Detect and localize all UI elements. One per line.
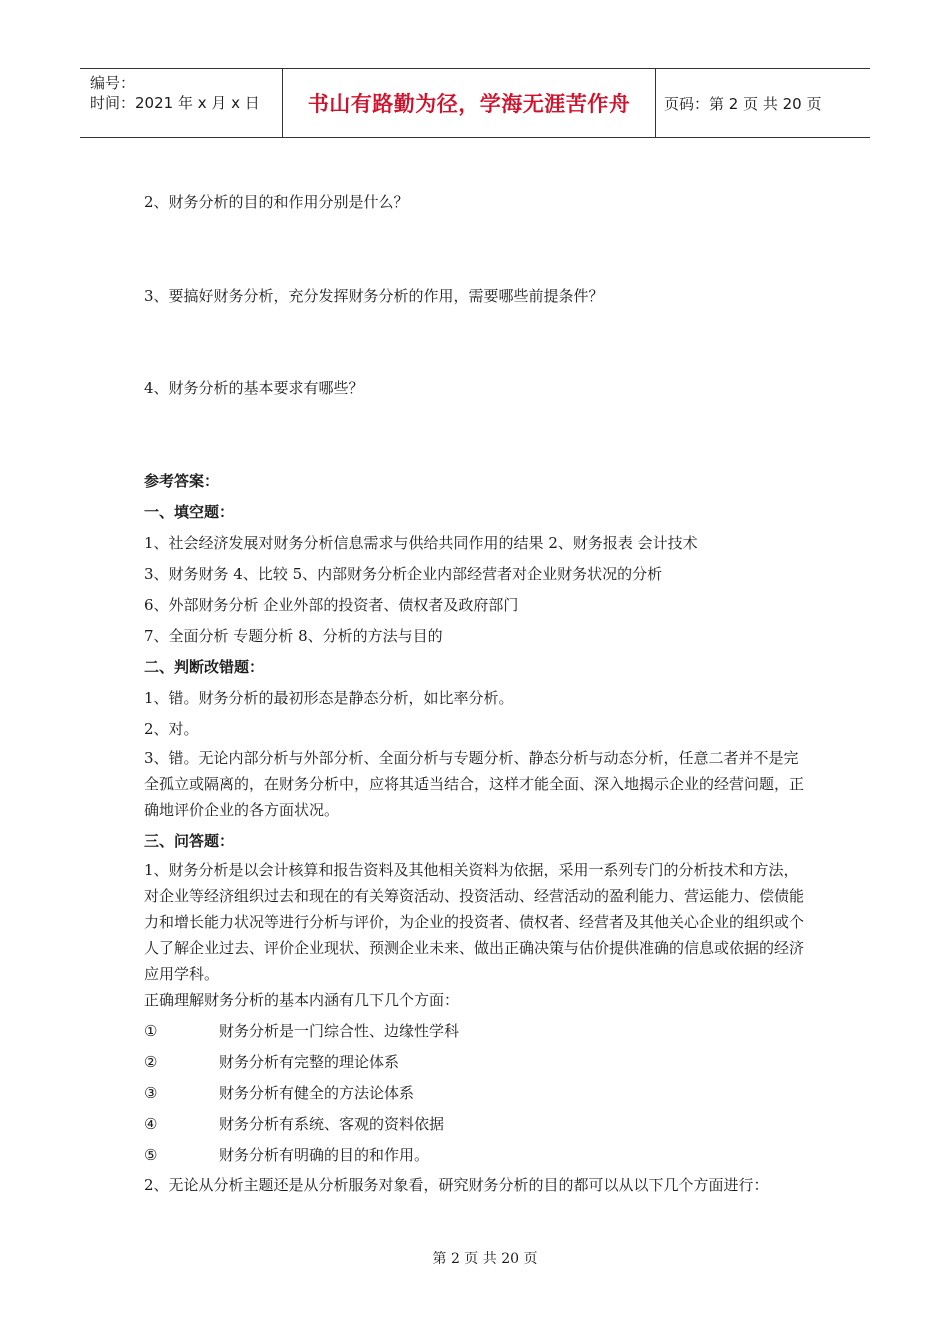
point-text-2: 财务分析有完整的理论体系 <box>219 1053 400 1071</box>
judge-answer-3: 3、错。无论内部分析与外部分析、全面分析与专题分析、静态分析与动态分析，任意二者并不是完全孤立或隔离的，在财务分析中，应将其适当结合，这样才能全面、深入地揭示企业的经营问题，正确地评价企业的各方面状况。 <box>144 749 805 819</box>
header-time-label: 时间：2021 年 x 月 x 日 <box>90 94 260 112</box>
point-mark-4: ④ <box>144 1115 158 1133</box>
answers-title: 参考答案： <box>144 472 220 490</box>
point-mark-2: ② <box>144 1053 158 1071</box>
judge-answer-2: 2、对。 <box>144 720 199 738</box>
fill-answer-1: 1、社会经济发展对财务分析信息需求与供给共同作用的结果 2、财务报表 会计技术 <box>144 534 698 552</box>
qa-answer-2: 2、无论从分析主题还是从分析服务对象看，研究财务分析的目的都可以从以下几个方面进行： <box>144 1176 769 1194</box>
point-text-1: 财务分析是一门综合性、边缘性学科 <box>219 1022 460 1040</box>
header-motto: 书山有路勤为径，学海无涯苦作舟 <box>282 69 656 137</box>
section-fill-title: 一、填空题： <box>144 503 235 521</box>
header-page-code: 页码：第 2 页 共 20 页 <box>664 94 822 113</box>
point-mark-1: ① <box>144 1022 158 1040</box>
page-footer: 第 2 页 共 20 页 <box>432 1251 538 1267</box>
fill-answer-4: 7、全面分析 专题分析 8、分析的方法与目的 <box>144 627 443 645</box>
point-text-4: 财务分析有系统、客观的资料依据 <box>219 1115 445 1133</box>
section-judge-title: 二、判断改错题： <box>144 658 265 676</box>
header-left-cell <box>80 69 282 137</box>
point-text-5: 财务分析有明确的目的和作用。 <box>219 1146 430 1164</box>
page-header <box>80 68 870 138</box>
section-qa-title: 三、问答题： <box>144 832 235 850</box>
judge-answer-1: 1、错。财务分析的最初形态是静态分析，如比率分析。 <box>144 689 514 707</box>
point-mark-3: ③ <box>144 1084 158 1102</box>
qa-answer-1-intro: 正确理解财务分析的基本内涵有几下几个方面： <box>144 991 460 1009</box>
point-text-3: 财务分析有健全的方法论体系 <box>219 1084 415 1102</box>
question-3: 3、要搞好财务分析，充分发挥财务分析的作用，需要哪些前提条件？ <box>144 287 604 305</box>
header-number-label: 编号： <box>90 74 136 92</box>
question-4: 4、财务分析的基本要求有哪些？ <box>144 379 364 397</box>
fill-answer-2: 3、财务财务 4、比较 5、内部财务分析企业内部经营者对企业财务状况的分析 <box>144 565 663 583</box>
qa-answer-1: 1、财务分析是以会计核算和报告资料及其他相关资料为依据，采用一系列专门的分析技术和方法，对企业等经济组织过去和现在的有关筹资活动、投资活动、经营活动的盈利能力、营运能力、偿债能力和增长能力状况等进行分析与评价，为企业的投资者、债权者、经营者及其他关心企业的组织或个人了解企业过去、评价企业现状、预测企业未来、做出正确决策与估价提供准确的信息或依据的经济应用学科。 <box>144 861 805 983</box>
point-mark-5: ⑤ <box>144 1146 158 1164</box>
question-2: 2、财务分析的目的和作用分别是什么？ <box>144 193 409 211</box>
fill-answer-3: 6、外部财务分析 企业外部的投资者、债权者及政府部门 <box>144 596 519 614</box>
